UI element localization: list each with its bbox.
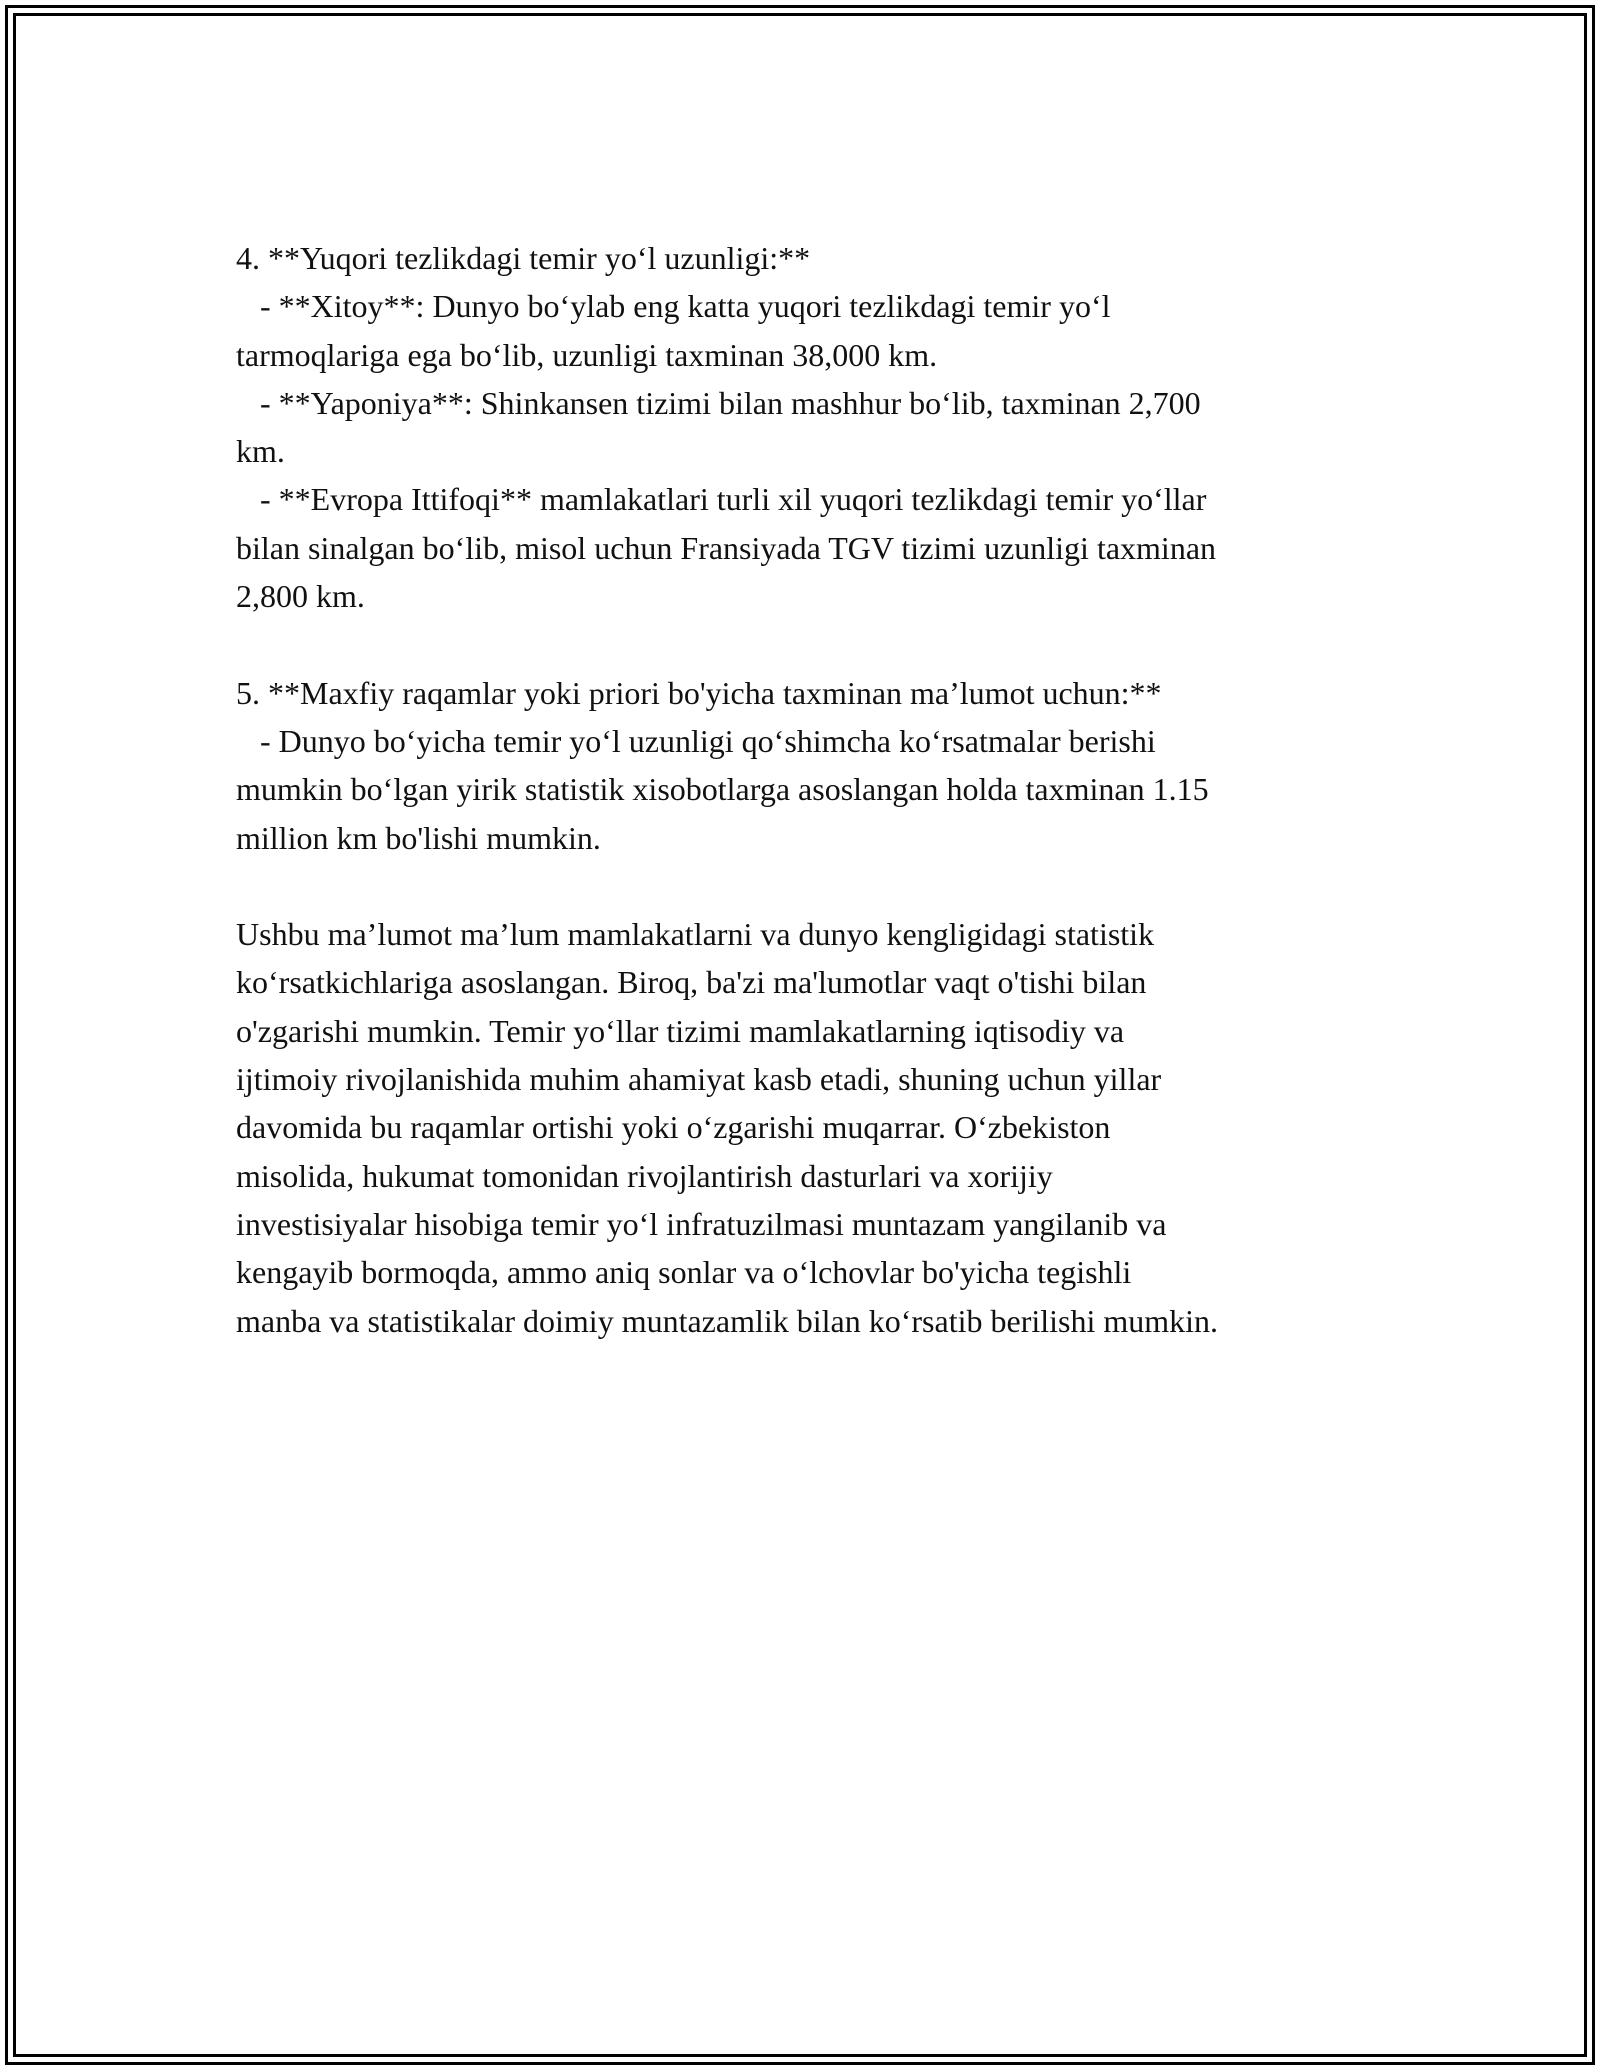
paragraph-gap bbox=[236, 862, 1386, 910]
list-item-line: bilan sinalgan bo‘lib, misol uchun Fransiyada TGV tizimi uzunligi taxminan bbox=[236, 529, 1217, 566]
paragraph-line: manba va statistikalar doimiy muntazamlik bilan ko‘rsatib berilishi mumkin. bbox=[236, 1302, 1219, 1339]
list-item-china bbox=[236, 282, 1386, 379]
document-body bbox=[236, 234, 1386, 1345]
list-item-line: mumkin bo‘lgan yirik statistik xisobotlarga asoslangan holda taxminan 1.15 bbox=[236, 771, 1209, 808]
list-item-line: - Dunyo bo‘yicha temir yo‘l uzunligi qo‘shimcha ko‘rsatmalar berishi bbox=[236, 722, 1156, 759]
paragraph-line: ijtimoiy rivojlanishida muhim ahamiyat kasb etadi, shuning uchun yillar bbox=[236, 1061, 1162, 1098]
section-4-heading: 4. **Yuqori tezlikdagi temir yo‘l uzunligi:** bbox=[236, 240, 811, 276]
paragraph-line: Ushbu ma’lumot ma’lum mamlakatlarni va dunyo kengligidagi statistik bbox=[236, 916, 1155, 953]
list-item-line: - **Xitoy**: Dunyo bo‘ylab eng katta yuqori tezlikdagi temir yo‘l bbox=[236, 288, 1111, 325]
list-item-line: tarmoqlariga ega bo‘lib, uzunligi taxminan 38,000 km. bbox=[236, 336, 938, 373]
paragraph-line: misolida, hukumat tomonidan rivojlantirish dasturlari va xorijiy bbox=[236, 1157, 1053, 1194]
paragraph-line: kengayib bormoqda, ammo aniq sonlar va o‘lchovlar bo'yicha tegishli bbox=[236, 1254, 1132, 1291]
list-item-line: - **Yaponiya**: Shinkansen tizimi bilan mashhur bo‘lib, taxminan 2,700 bbox=[236, 384, 1201, 421]
paragraph-gap bbox=[236, 620, 1386, 668]
list-item-line: 2,800 km. bbox=[236, 578, 365, 615]
section-5-heading: 5. **Maxfiy raqamlar yoki priori bo'yicha taxminan ma’lumot uchun:** bbox=[236, 674, 1162, 711]
conclusion-paragraph bbox=[236, 910, 1386, 1345]
list-item-line: - **Evropa Ittifoqi** mamlakatlari turli xil yuqori tezlikdagi temir yo‘llar bbox=[236, 481, 1207, 518]
section-5 bbox=[236, 669, 1386, 862]
section-4 bbox=[236, 234, 1386, 620]
list-item-eu bbox=[236, 475, 1386, 620]
paragraph-line: investisiyalar hisobiga temir yo‘l infratuzilmasi muntazam yangilanib va bbox=[236, 1205, 1167, 1242]
list-item-line: km. bbox=[236, 433, 285, 470]
list-item-japan bbox=[236, 379, 1386, 476]
paragraph-line: ko‘rsatkichlariga asoslangan. Biroq, ba'zi ma'lumotlar vaqt o'tishi bilan bbox=[236, 964, 1147, 1001]
list-item-line: million km bo'lishi mumkin. bbox=[236, 819, 601, 856]
paragraph-line: o'zgarishi mumkin. Temir yo‘llar tizimi mamlakatlarning iqtisodiy va bbox=[236, 1012, 1125, 1049]
paragraph-line: davomida bu raqamlar ortishi yoki o‘zgarishi muqarrar. O‘zbekiston bbox=[236, 1109, 1111, 1146]
list-item-world bbox=[236, 717, 1386, 862]
